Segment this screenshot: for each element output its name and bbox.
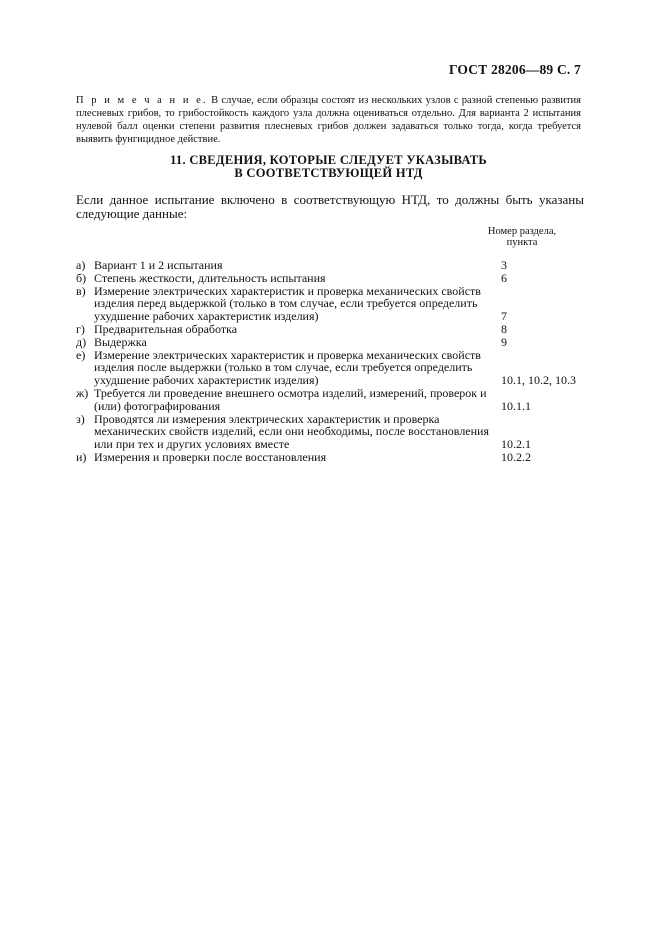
- item-text: Требуется ли проведение внешнего осмотра изделий, измерений, проверок и (или) фотографирования: [94, 385, 487, 413]
- items-list: [76, 259, 596, 464]
- item-ref: 6: [501, 270, 507, 285]
- item-letter: е): [76, 347, 86, 362]
- column-header-line-1: Номер раздела,: [487, 226, 557, 237]
- item-ref: 10.2.2: [501, 449, 531, 464]
- item-letter: а): [76, 258, 86, 272]
- item-ref: 10.1.1: [501, 398, 531, 413]
- list-item: [76, 349, 596, 387]
- item-ref: 8: [501, 321, 507, 336]
- list-item: [76, 323, 596, 336]
- item-text: Проводятся ли измерения электрических характеристик и проверка механических свойств изделий, если они необходимы, после восстановления или при тех и других условиях вместе: [94, 411, 489, 452]
- list-item: [76, 259, 596, 272]
- item-letter: и): [76, 449, 87, 464]
- item-letter: д): [76, 334, 87, 349]
- item-ref: 7: [501, 309, 507, 324]
- item-text: Измерения и проверки после восстановления: [94, 449, 327, 464]
- column-header-line-2: пункта: [506, 237, 538, 248]
- item-text: Степень жесткости, длительность испытания: [94, 270, 326, 285]
- section-title-line-1: 11. СВЕДЕНИЯ, КОТОРЫЕ СЛЕДУЕТ УКАЗЫВАТЬ: [170, 153, 487, 167]
- item-text: Выдержка: [94, 334, 147, 349]
- item-ref: 3: [501, 258, 507, 272]
- column-header: [478, 226, 566, 248]
- item-letter: з): [76, 411, 85, 426]
- item-ref: 10.2.1: [501, 437, 531, 452]
- section-title: [76, 154, 581, 180]
- item-text: Вариант 1 и 2 испытания: [94, 258, 223, 272]
- page-header: ГОСТ 28206—89 С. 7: [448, 62, 581, 77]
- intro-paragraph: Если данное испытание включено в соответствующую НТД, то должны быть указаны следующие данные:: [76, 192, 584, 221]
- list-item: [76, 285, 596, 323]
- item-text: Измерение электрических характеристик и проверка механических свойств изделия после выдержки (только в том случае, если требуется определить ухудшение рабочих характеристик изделия): [94, 347, 481, 388]
- list-item: [76, 272, 596, 285]
- list-item: [76, 336, 596, 349]
- list-item: [76, 451, 596, 464]
- list-item: [76, 387, 596, 413]
- item-text: Предварительная обработка: [94, 321, 238, 336]
- list-item: [76, 413, 596, 451]
- section-title-line-2: В СООТВЕТСТВУЮЩЕЙ НТД: [234, 166, 423, 180]
- item-ref: 9: [501, 334, 507, 349]
- item-letter: г): [76, 321, 85, 336]
- item-letter: б): [76, 270, 87, 285]
- item-letter: в): [76, 283, 86, 298]
- note-label: П р и м е ч а н и е.: [76, 95, 208, 106]
- item-text: Измерение электрических характеристик и проверка механических свойств изделия перед выдержкой (только в том случае, если требуется определить ухудшение рабочих характеристик изделия): [94, 283, 481, 324]
- item-letter: ж): [76, 385, 89, 400]
- note-text: В случае, если образцы состоят из нескольких узлов с разной степенью развития плесневых грибов, то грибостойкость каждого узла должна оцениваться отдельно. Для варианта 2 испытания нулевой балл оценки степени развития плесневых грибов должен задаваться только тогда, когда требуется выявить фунгицидное действие.: [76, 95, 582, 145]
- item-ref: 10.1, 10.2, 10.3: [501, 373, 576, 388]
- note-paragraph: [76, 94, 581, 146]
